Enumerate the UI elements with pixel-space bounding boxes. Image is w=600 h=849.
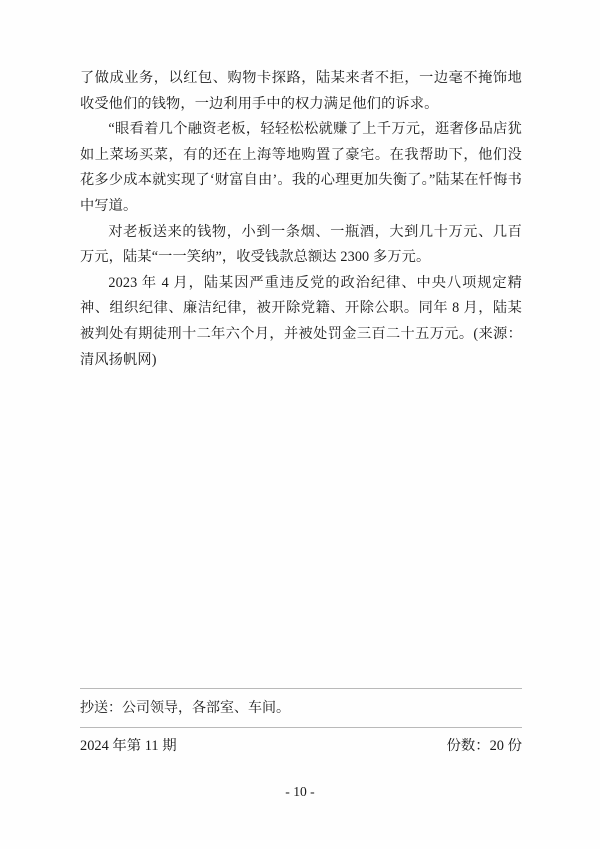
footer-divider-top (80, 688, 522, 689)
footer-copies: 份数：20 份 (446, 738, 522, 754)
paragraph-1: 了做成业务，以红包、购物卡探路，陆某来者不拒，一边毫不掩饰地收受他们的钱物，一边利用手中的权力满足他们的诉求。 (80, 70, 522, 112)
footer-divider-bottom (80, 727, 522, 728)
page-number: - 10 - (285, 784, 315, 799)
footer-cc-line: 抄送：公司领导，各部室、车间。 (80, 701, 290, 716)
paragraph-2: “眼看着几个融资老板，轻轻松松就赚了上千万元，逛奢侈品店犹如上菜场买菜，有的还在上海等地购置了豪宅。在我帮助下，他们没花多少成本就实现了‘财富自由’。我的心理更加失衡了。”陆某在忏悔书中写道。 (80, 121, 522, 214)
footer (80, 688, 522, 758)
footer-issue: 2024 年第 11 期 (80, 738, 177, 754)
paragraph-3: 对老板送来的钱物，小到一条烟、一瓶酒，大到几十万元、几百万元，陆某“一一笑纳”，收受钱款总额达 2300 多万元。 (80, 223, 522, 266)
paragraph-4: 2023 年 4 月，陆某因严重违反党的政治纪律、中央八项规定精神、组织纪律、廉洁纪律，被开除党籍、开除公职。同年 8 月，陆某被判处有期徒刑十二年六个月，并被处罚金三百二十五万元。(来源：清风扬帆网) (80, 274, 522, 368)
body-text (80, 66, 522, 373)
footer-meta-row (80, 734, 522, 758)
